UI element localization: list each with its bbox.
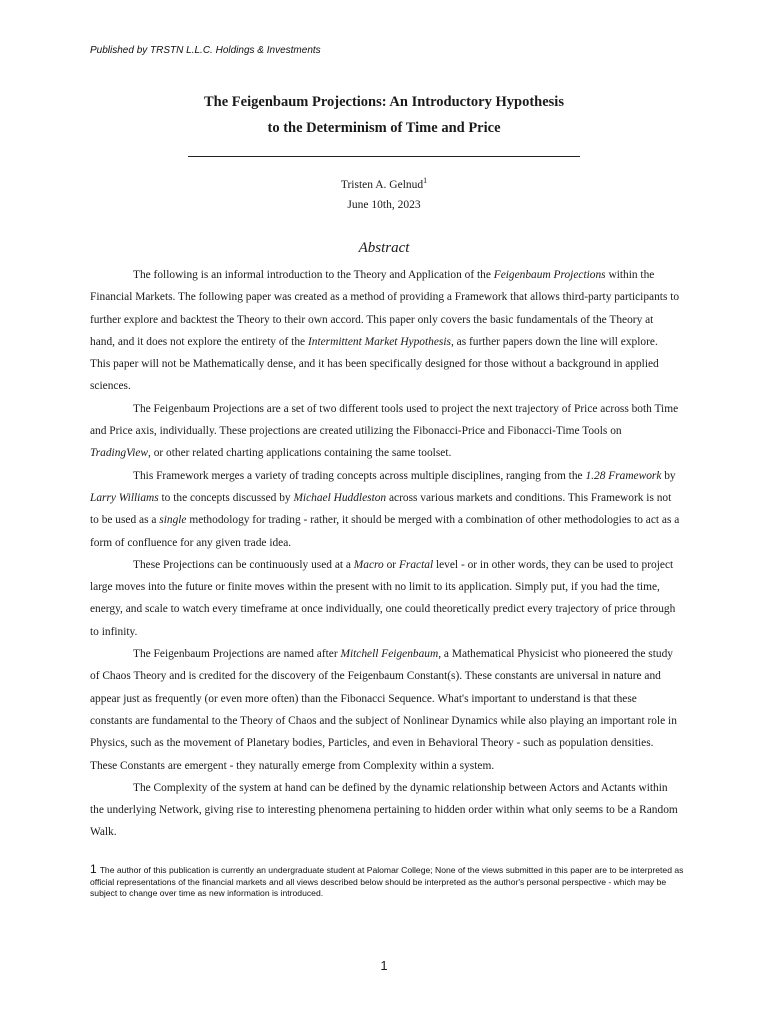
- title-divider: [188, 156, 580, 157]
- footnote-text: The author of this publication is currently an undergraduate student at Palomar College; None of the views submitted in this paper are to be interpreted as official representations of the financial markets and all views described below should be interpreted as the author's personal perspective - which may be subject to change over time as new information is introduced.: [90, 865, 684, 898]
- italic-term: Mitchell Feigenbaum: [340, 648, 439, 661]
- author-name: Tristen A. Gelnud: [340, 178, 424, 191]
- abstract-paragraph-2: [90, 398, 680, 465]
- italic-term: Fractal: [398, 558, 434, 571]
- italic-term: Intermittent Market Hypothesis: [307, 335, 451, 348]
- page-number: 1: [380, 958, 388, 973]
- text-run: The Feigenbaum Projections are a set of two different tools used to project the next trajectory of Price across both Time and Price axis, individually. These projections are created utilizing the Fibonacci-Price and Fibonacci-Time Tools on: [90, 402, 679, 438]
- italic-term: Michael Huddleston: [293, 491, 387, 504]
- italic-term: Larry Williams: [90, 491, 159, 504]
- text-run: This Framework merges a variety of trading concepts across multiple disciplines, ranging from the: [133, 469, 586, 482]
- italic-term: Feigenbaum Projections: [493, 269, 606, 281]
- italic-term: 1.28 Framework: [585, 469, 662, 482]
- text-run: The Complexity of the system at hand can be defined by the dynamic relationship between Actors and Actants within the underlying Network, giving rise to interesting phenomena pertaining to hidden order within what only seems to be a Random Walk.: [90, 781, 678, 839]
- text-run: or: [383, 558, 399, 571]
- text-run: The following is an informal introduction to the Theory and Application of the: [133, 269, 494, 281]
- footnote-number: 1: [90, 862, 97, 876]
- text-run: , a Mathematical Physicist who pioneered the study of Chaos Theory and is credited for the discovery of the Feigenbaum Constant(s). These constants are universal in nature and appear just as frequently (or even more often) than the Fibonacci Sequence. What's important to understand is that these constants are fundamental to the Theory of Chaos and the subject of Nonlinear Dynamics while also playing an important role in Physics, such as the movement of Planetary bodies, Particles, and even in Behavioral Theory - such as population densities. These Constants are emergent - they naturally emerge from Complexity within a system.: [90, 648, 677, 772]
- abstract-paragraph-4: [90, 554, 680, 643]
- text-run: across various markets and conditions. This Framework is not to be used as a: [90, 491, 672, 527]
- publication-date: June 10th, 2023: [347, 199, 421, 211]
- paper-title-line-2: to the Determinism of Time and Price: [267, 120, 501, 136]
- italic-term: TradingView: [90, 447, 149, 460]
- text-run: level - or in other words, they can be used to project large moves into the future or finite moves within the present with no limit to its application. Simply put, if you had the time, energy, and scale to watch every timeframe at once individually, one could theoretically predict every trajectory of price through to infinity.: [90, 558, 676, 638]
- text-run: These Projections can be continuously used at a: [133, 558, 354, 571]
- text-run: methodology for trading - rather, it should be merged with a combination of other methodologies to act as a form of confluence for any given trade idea.: [90, 514, 680, 549]
- footnote: [90, 864, 690, 900]
- text-run: within the Financial Markets. The following paper was created as a method of providing a Framework that allows third-party participants to further explore and backtest the Theory to their own accord. This paper only covers the basic fundamentals of the Theory at hand, and it does not explore the entirety of the: [90, 269, 680, 348]
- text-run: , as further papers down the line will explore. This paper will not be Mathematically dense, and it has been specifically designed for those without a background in applied sciences.: [90, 335, 659, 393]
- text-run: , or other related charting applications containing the same toolset.: [148, 447, 452, 460]
- author-footnote-mark: 1: [423, 176, 428, 185]
- abstract-paragraph-6: [90, 777, 680, 844]
- publisher-line: Published by TRSTN L.L.C. Holdings & Investments: [90, 45, 321, 56]
- abstract-paragraph-5: [90, 643, 680, 777]
- abstract-paragraph-3: [90, 465, 680, 554]
- paper-title-line-1: The Feigenbaum Projections: An Introductory Hypothesis: [204, 94, 564, 110]
- abstract-heading: Abstract: [358, 240, 410, 256]
- abstract-body: [90, 264, 680, 844]
- author-line: [0, 176, 768, 191]
- italic-term: Macro: [353, 558, 384, 571]
- abstract-paragraph-1: [90, 264, 680, 398]
- italic-term: single: [159, 514, 187, 527]
- text-run: The Feigenbaum Projections are named after: [133, 648, 341, 661]
- text-run: to the concepts discussed by: [158, 491, 294, 504]
- text-run: by: [661, 469, 676, 482]
